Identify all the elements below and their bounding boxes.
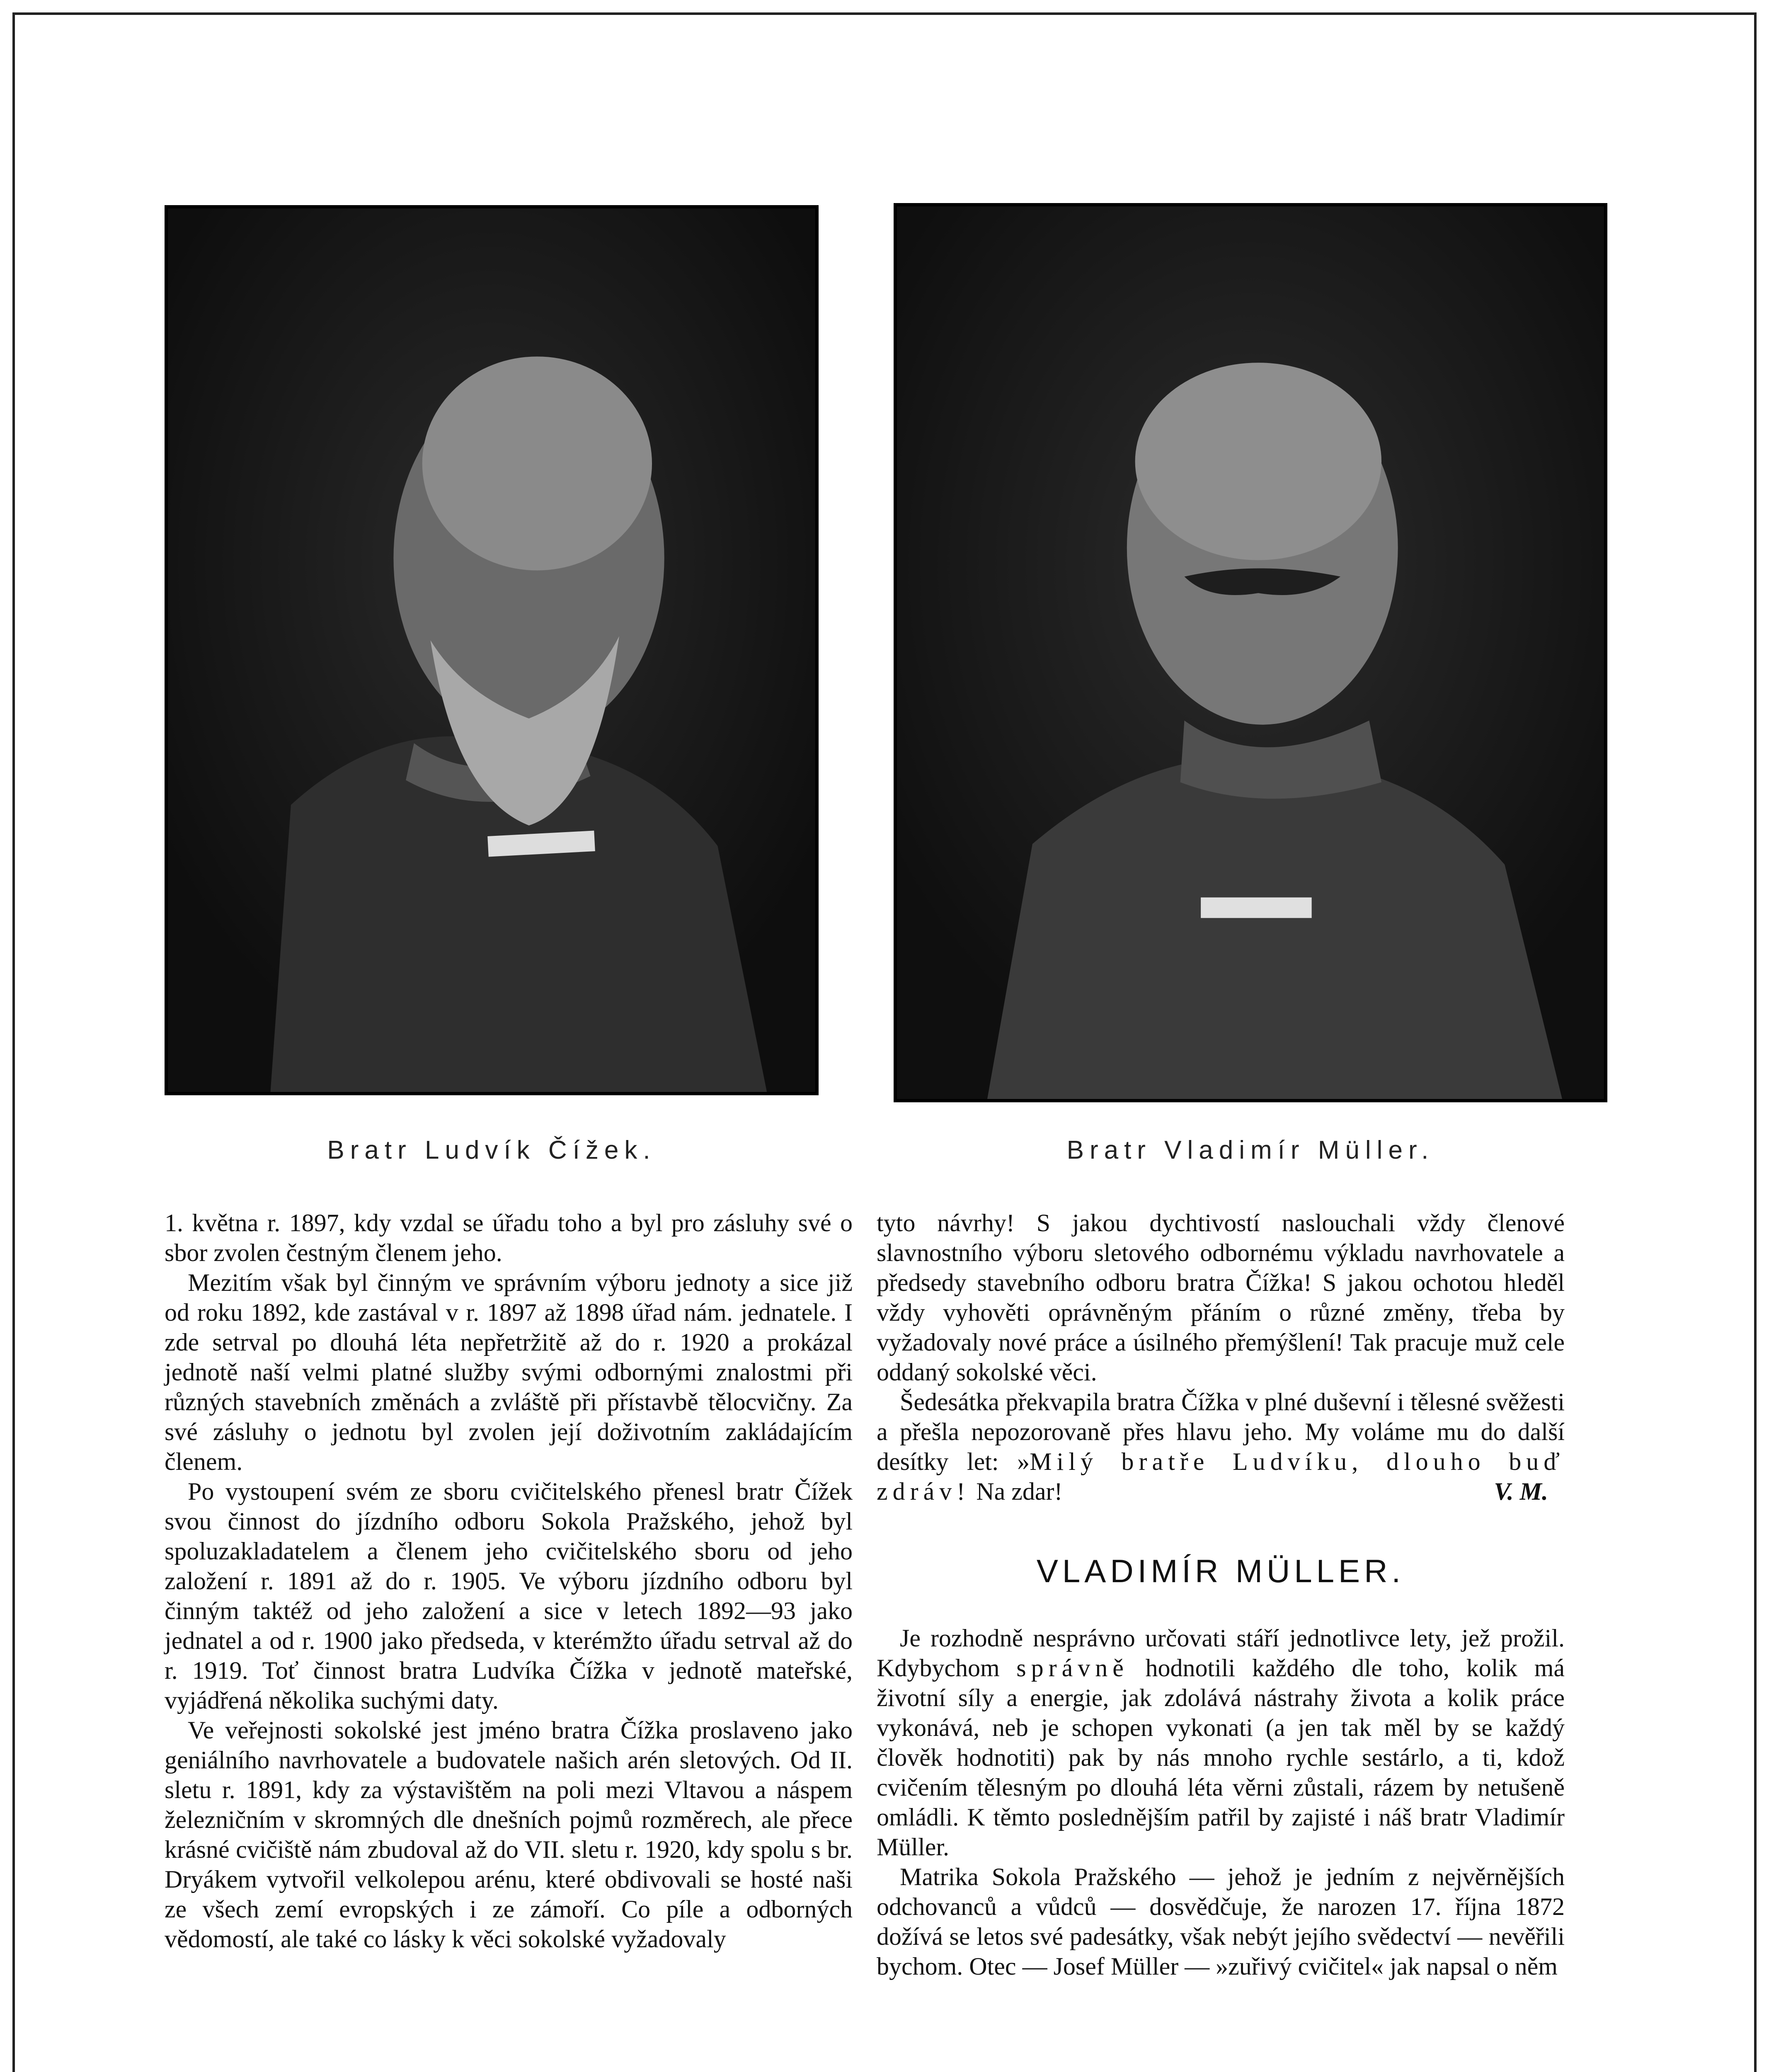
signature: V. M. (1494, 1478, 1548, 1505)
paragraph: Ve veřejnosti sokolské jest jméno bratra Čížka proslaveno jako geniálního navrhovatele a budovatele našich arén sletových. Od II. sletu r. 1891, kdy za výstavištěm na poli mezi Vltavou a náspem železničním v skromných dle dnešních pojmů rozměrech, ale přece krásné cvičiště nám zbudoval až do VII. sletu r. 1920, kdy spolu s br. Dryákem vytvořil velkolepou arénu, které obdivovali se hosté naši ze všech zemí evropských i ze zámoří. Co píle a odborných vědomostí, ale také co lásky k věci sokolské vyžadovaly (165, 1716, 853, 1953)
paragraph (877, 1387, 1565, 1506)
portrait-ludvik-cizek (165, 205, 819, 1095)
portrait-vladimir-muller (894, 203, 1607, 1102)
paragraph: 1. května r. 1897, kdy vzdal se úřadu toho a byl pro zásluhy své o sbor zvolen čestným členem jeho. (165, 1209, 853, 1266)
paragraph-text: hodnotili každého dle toho, kolik má životní síly a energie, jak zdolává nástrahy života a kolik práce vykonává, neb je schopen vykonati (a jen tak měl by se každý člověk hodnotiti) pak by nás mnoho rychle sestárlo, a ti, kdož cvičením tělesným po dlouhá léta věrni zůstali, rázem by netušeně omládli. K těmto poslednějším patřil by zajisté i náš bratr Vladimír Müller. (877, 1654, 1565, 1861)
emphasis-text: správně (1016, 1654, 1129, 1682)
paragraph-text: Je rozhodně nesprávno určovati stáří jednotlivce lety, jež prožil. Kdybychom (877, 1624, 1565, 1682)
caption-right: Bratr Vladimír Müller. (1066, 1136, 1435, 1164)
paragraph: Po vystoupení svém ze sboru cvičitelského přenesl bratr Čížek svou činnost do jízdního odboru Sokola Pražského, jehož byl spoluzakladatelem a členem jeho cvičitelského sboru od jeho založení r. 1891 až do r. 1905. Ve výboru jízdního odboru byl činným taktéž od jeho založení a sice v letech 1892—93 jako jednatel a od r. 1900 jako předseda, v kterémžto úřadu setrval až do r. 1919. Toť činnost bratra Ludvíka Čížka v jednotě mateřské, vyjádřená několika suchými daty. (165, 1478, 853, 1714)
paragraph-text: Šedesátka překvapila bratra Čížka v plné duševní i tělesné svěžesti a přešla nepozorovaně přes hlavu jeho. My voláme mu do další desítky let: » (877, 1388, 1565, 1475)
paragraph: Mezitím však byl činným ve správním výboru jednoty a sice již od roku 1892, kde zastával v r. 1897 až 1898 úřad nám. jednatele. I zde setrval po dlouhá léta nepřetržitě až do r. 1920 a prokázal jednotě naší velmi platné služby svými odbornými znalostmi při různých stavebních změnách a zvláště při přístavbě tělocvičny. Za své zásluhy o jednotu byl zvolen její doživotním zakládajícím členem. (165, 1269, 853, 1475)
right-text-column (877, 1208, 1565, 1981)
caption-left: Bratr Ludvík Čížek. (327, 1136, 656, 1164)
left-text-column (165, 1208, 853, 1954)
paragraph (877, 1623, 1565, 1862)
emphasis-text: Milý bratře Ludvíku, dlouho buď zdráv! (877, 1448, 1565, 1505)
paragraph-text: Na zdar! (970, 1478, 1063, 1505)
section-heading: VLADIMÍR MÜLLER. (1036, 1553, 1405, 1589)
paragraph: Matrika Sokola Pražského — jehož je jedním z nejvěrnějších odchovanců a vůdců — dosvědčuje, že narozen 17. října 1872 dožívá se letos své padesátky, však nebýt jejího svědectví — nevěřili bychom. Otec — Josef Müller — »zuřivý cvičitel« jak napsal o něm (877, 1863, 1565, 1980)
paragraph: tyto návrhy! S jakou dychtivostí naslouchali vždy členové slavnostního výboru sletového odbornému výkladu navrhovatele a předsedy stavebního odboru bratra Čížka! S jakou ochotou hleděl vždy vyhověti oprávněným přáním o různé změny, třeba by vyžadovaly nové práce a úsilného přemýšlení! Tak pracuje muž cele oddaný sokolské věci. (877, 1209, 1565, 1386)
